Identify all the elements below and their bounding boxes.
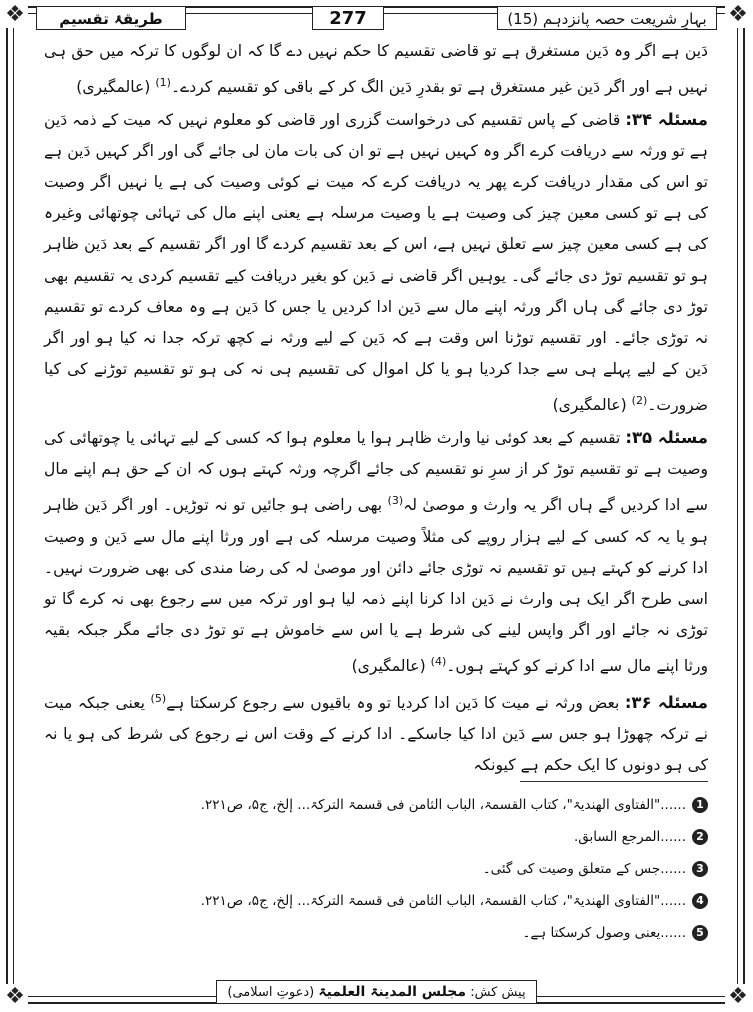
footnotes: [44, 789, 708, 949]
footnote-text: ......جس کے متعلق وصیت کی گئی۔: [482, 861, 686, 877]
footnote-item: [44, 917, 708, 949]
corner-ornament-icon: ❖: [725, 984, 751, 1010]
footnote-item: [44, 821, 708, 853]
masala-label: مسئلہ ۳۵:: [625, 427, 709, 447]
masala-34: [44, 104, 708, 422]
paragraph-text: بھی راضی ہو جائیں تو نہ توڑیں۔ اور اگر دَین ظاہر ہو یا یہ کہ کسی کے لیے ہزار روپے کی مثلاً وصیت مرسلہ کی ہے اور ورثا اپنے مال سے دَین و وصیت ادا کرنے کو کہتے ہیں تو تقسیم نہ توڑی جائے دائن اور موصیٰ لہ کی رضا مندی کی بھی ضرورت نہیں۔ اسی طرح اگر ایک ہی وارث نے دَین ادا کرنا اپنے ذمہ لیا ہو اور ترکہ میں سے رجوع بھی نہ کرے گا تو توڑی نہ جائے اور اگر واپس لینے کی شرط ہے یا اس سے خاموش ہے تو توڑ دی جائے مگر جبکہ بقیہ ورثا اپنے مال سے ادا کرنے کو کہتے ہوں۔: [44, 496, 708, 676]
paragraph-text: بعض ورثہ نے میت کا دَین ادا کردیا تو وہ باقیوں سے رجوع کرسکتا ہے: [166, 694, 625, 712]
page-number: 277: [312, 6, 384, 30]
footnote-text: ......"الفتاوی الھندیۃ"، کتاب القسمۃ، الباب الثامن فی قسمۃ الترکۃ... إلخ، ج۵، ص۲۲۱.: [200, 797, 686, 813]
footnote-separator: [520, 781, 708, 782]
book-title: بہارِ شریعت حصہ پانزدہم (15): [497, 6, 717, 30]
corner-ornament-icon: ❖: [2, 984, 28, 1010]
masala-label: مسئلہ ۳۶:: [624, 693, 709, 712]
paragraph-text: یعنی جبکہ میت نے ترکہ چھوڑا ہو جس سے دَین ادا کیا جاسکے۔ ادا کرنے کے وقت اس نے رجوع کی شرط کی ہو یا نہ کی ہو دونوں کا ایک حکم ہے کیونکہ: [44, 694, 708, 775]
footnote-number: 4: [692, 893, 708, 909]
paragraph-text: دَین ہے اگر وہ دَین مستغرق ہے تو قاضی تقسیم کا حکم نہیں دے گا کہ ان لوگوں کا ترکہ میں حق ہی نہیں ہے اور اگر دَین غیر مستغرق ہے تو بقدرِ دَین الگ کر کے باقی کو تقسیم کردے۔: [44, 42, 708, 97]
publisher-box: [216, 980, 536, 1004]
presenter-label: پیش کش:: [466, 985, 526, 1000]
footnote-number: 3: [692, 861, 708, 877]
footnote-text: ......"الفتاوی الھندیۃ"، کتاب القسمۃ، الباب الثامن فی قسمۃ الترکۃ... إلخ، ج۵، ص۲۲۱.: [200, 893, 686, 909]
corner-ornament-icon: ❖: [2, 2, 28, 28]
footnote-text: ......یعنی وصول کرسکتا ہے۔: [522, 925, 686, 941]
footnote-item: [44, 789, 708, 821]
footnote-ref: (4): [430, 655, 447, 669]
footnote-number: 1: [692, 797, 708, 813]
paragraph-text: قاضی کے پاس تقسیم کی درخواست گزری اور قاضی کو معلوم نہیں کہ میت کے ذمہ دَین ہے تو ورثہ سے دریافت کرے اگر وہ کہیں نہیں ہے تو ان کی بات مان لی جائے گی اور اگر کہیں دَین ہے تو اس کی مقدار دریافت کرے پھر یہ دریافت کرے کہ میت نے کوئی وصیت کی ہے یا نہیں اگر وصیت کی ہے تو کسی معین چیز کی وصیت ہے یا وصیت مرسلہ ہے یعنی اپنے مال کی تہائی چوتھائی وغیرہ کی ہے کسی معین چیز سے تعلق نہیں ہے، اس کے بعد تقسیم کردے گا اور اگر تقسیم کے بعد دَین ظاہر ہو تو تقسیم توڑ دی جائے گی۔ یوہیں اگر قاضی نے دَین کو بغیر دریافت کیے تقسیم کردی یہ تقسیم بھی توڑ دی جائے گی ہاں اگر ورثہ اپنے مال سے دَین ادا کردیں یا جس کا دَین ہے وہ معاف کردے تو تقسیم نہ توڑی جائے۔ اور تقسیم توڑنا اس وقت ہے کہ دَین کے لیے ورثہ نے کچھ ترکہ جدا نہ کیا ہو اور اگر دَین کے لیے پہلے ہی سے جدا کردیا ہو یا کل اموال کی تقسیم ہی نہ کی ہو تو تقسیم توڑنے کی کیا ضرورت۔: [44, 110, 708, 415]
chapter-title: طریقۂ تقسیم: [36, 6, 186, 30]
page-footer: [0, 980, 753, 1004]
paragraph-text: تقسیم کے بعد کوئی نیا وارث ظاہر ہوا یا معلوم ہوا کہ کسی کے لیے تہائی یا چوتھائی کی وصیت ہے تو تقسیم توڑ کر از سرِ نو تقسیم کی جائے اگرچہ ورثہ کہتے ہوں کہ ان کے حق ہم اپنے مال سے ادا کردیں گے ہاں اگر یہ وارث و موصیٰ لہ: [44, 428, 708, 515]
footnote-item: [44, 885, 708, 917]
masala-label: مسئلہ ۳۴:: [625, 109, 708, 129]
footnote-text: ......المرجع السابق.: [573, 829, 686, 845]
main-text: [44, 36, 708, 782]
footnote-ref: (3): [387, 494, 404, 508]
corner-ornament-icon: ❖: [725, 2, 751, 28]
page-header: [36, 6, 717, 32]
source-citation: (عالمگیری): [351, 657, 431, 676]
source-citation: (عالمگیری): [552, 396, 632, 415]
source-citation: (عالمگیری): [76, 78, 156, 97]
footnote-ref: (1): [155, 76, 171, 90]
footnote-ref: (2): [631, 394, 648, 408]
footnote-number: 5: [692, 925, 708, 941]
paragraph-intro: [44, 36, 708, 104]
footnote-number: 2: [692, 829, 708, 845]
masala-36: [44, 683, 708, 782]
footnote-ref: (5): [150, 691, 167, 705]
publisher-name: مجلس المدینۃ العلمیۃ: [318, 984, 467, 1000]
publisher-subtitle: (دعوتِ اسلامی): [227, 985, 319, 1000]
masala-35: [44, 422, 708, 683]
footnote-item: [44, 853, 708, 885]
